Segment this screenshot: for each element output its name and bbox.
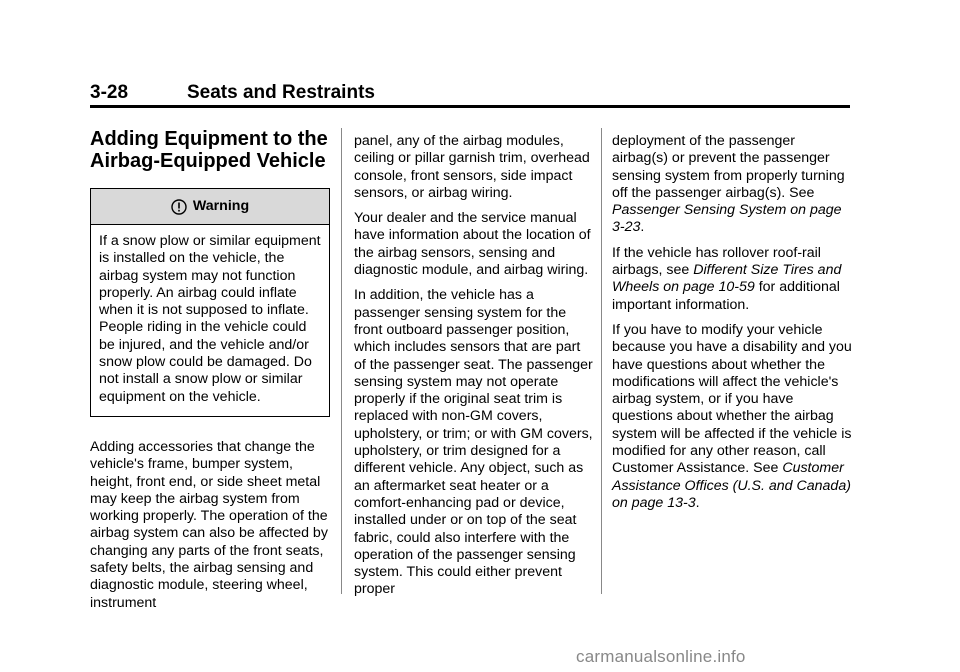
text: for additional important information. <box>612 279 840 313</box>
text: . <box>695 494 700 511</box>
warning-header <box>91 189 329 225</box>
text: If the vehicle has rollover roof-rail airbags, see <box>612 244 821 279</box>
column-2 <box>354 133 594 607</box>
cross-reference: Customer Assistance Offices (U.S. and Canada) on page 13-3 <box>612 460 851 511</box>
cross-reference: Different Size Tires and Wheels on page 10-59 <box>612 262 842 296</box>
column-divider <box>601 128 602 594</box>
text: . <box>640 219 645 236</box>
warning-box <box>90 188 330 417</box>
page-header <box>90 82 850 106</box>
paragraph <box>612 322 852 512</box>
text: If you have to modify your vehicle because you have a disability and you have questions about whether the modifications will affect the vehicle's airbag system, or if you have questions about whether the airbag system will be affected if the vehicle is modified for any other reason, call Customer Assistance. See <box>612 321 852 477</box>
column-divider <box>341 128 342 594</box>
column-1 <box>90 128 330 620</box>
heading-line-1: Adding Equipment to the <box>90 128 328 150</box>
warning-icon <box>171 199 187 215</box>
header-rule <box>90 105 850 108</box>
paragraph <box>612 245 852 314</box>
column-3 <box>612 133 852 520</box>
paragraph <box>612 133 852 237</box>
paragraph: Adding accessories that change the vehicle's frame, bumper system, height, front end, or side sheet metal may keep the airbag system from working properly. The operation of the airbag system can also be affected by changing any parts of the front seats, safety belts, the airbag sensing and diagnostic module, steering wheel, instrument <box>90 438 328 611</box>
heading-line-2: Airbag-Equipped Vehicle <box>90 150 326 172</box>
warning-label: Warning <box>192 197 250 214</box>
paragraph: panel, any of the airbag modules, ceiling or pillar garnish trim, overhead console, front sensors, side impact sensors, or airbag wiring. <box>354 133 590 201</box>
text: deployment of the passenger airbag(s) or prevent the passenger sensing system from properly turning off the passenger airbag(s). See <box>612 133 845 201</box>
cross-reference: Passenger Sensing System on page 3-23 <box>612 202 842 236</box>
page-number: 3-28 <box>90 82 129 103</box>
warning-text: If a snow plow or similar equipment is installed on the vehicle, the airbag system may not function properly. An airbag could inflate when it is not supposed to inflate. People riding in the vehicle could be injured, and the vehicle and/or snow plow could be damaged. Do not install a snow plow or similar equipment on the vehicle. <box>99 233 321 405</box>
paragraph: In addition, the vehicle has a passenger sensing system for the front outboard passenger position, which includes sensors that are part of the passenger seat. The passenger sensing system may not operate properly if the original seat trim is replaced with non-GM covers, upholstery, or trim; or with GM covers, upholstery, or trim designed for a different vehicle. Any object, such as an aftermarket seat heater or a comfort-enhancing pad or device, installed under or on top of the seat fabric, could also interfere with the operation of the passenger sensing system. This could either prevent proper <box>354 287 593 598</box>
section-title: Seats and Restraints <box>187 82 375 103</box>
watermark: carmanualsonline.info <box>576 647 746 666</box>
section-heading <box>90 128 330 172</box>
paragraph: Your dealer and the service manual have information about the location of the airbag sensors, sensing and diagnostic module, and airbag wiring. <box>354 210 591 279</box>
